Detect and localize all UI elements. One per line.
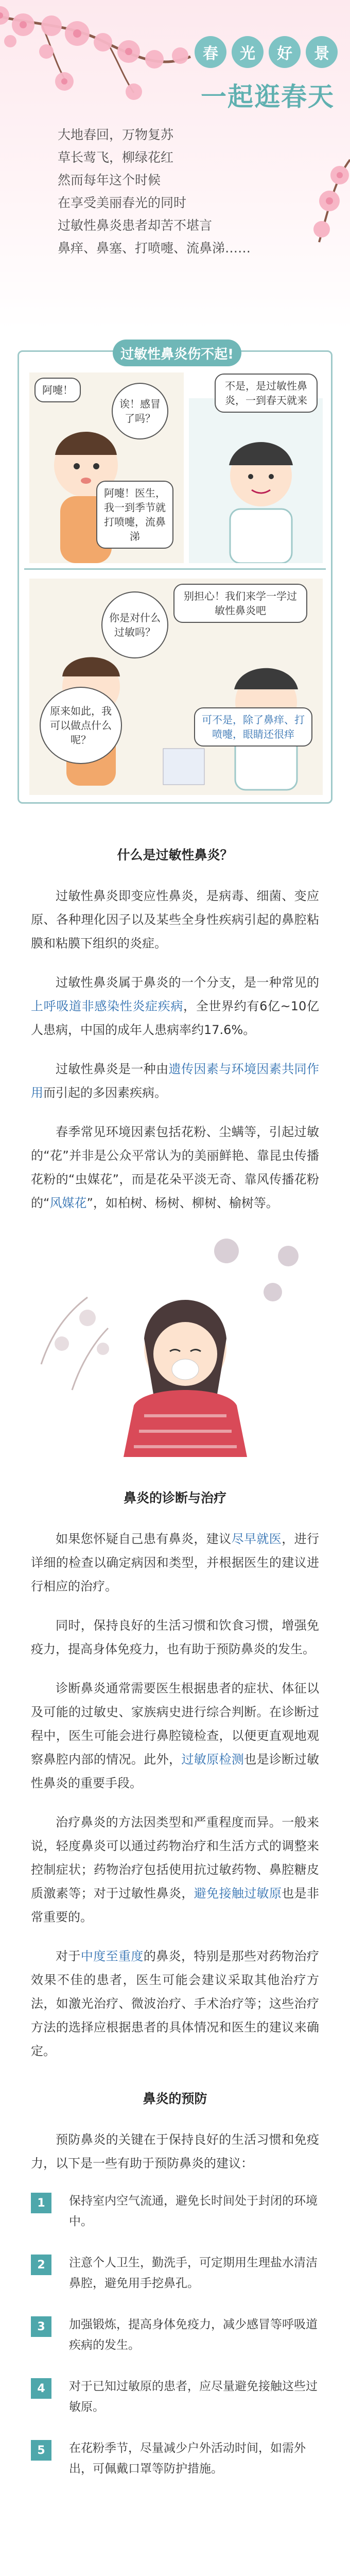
tip-item	[31, 2314, 319, 2355]
highlighted-phrase: 过敏原检测	[181, 1752, 244, 1767]
tip-text: 对于已知过敏原的患者，应尽量避免接触这些过敏原。	[69, 2380, 318, 2414]
tip-number-badge: 1	[31, 2193, 51, 2213]
highlighted-phrase: 风媒花	[49, 1196, 87, 1210]
speech-bubble: 不是，是过敏性鼻炎，一到春天就来	[215, 374, 318, 413]
tip-item	[31, 2376, 319, 2417]
spring-tag: 好	[269, 36, 301, 68]
paragraph: 治疗鼻炎的方法因类型和严重程度而异。一般来说，轻度鼻炎可以通过药物治疗和生活方式的调整来控制症状；药物治疗包括使用抗过敏药物、鼻腔糖皮质激素等；对于过敏性鼻炎，避免接触过敏原也是非常重要的。	[31, 1815, 320, 1924]
paragraph: 过敏性鼻炎即变应性鼻炎，是病毒、细菌、变应原、各种理化因子以及某些全身性疾病引起的鼻腔粘膜和粘膜下组织的炎症。	[31, 889, 319, 951]
intro-line: 然而每年这个时候	[58, 173, 161, 188]
spring-tag: 春	[195, 36, 226, 68]
paragraph: 同时，保持良好的生活习惯和饮食习惯，增强免疫力，提高身体免疫力，也有助于预防鼻炎的发生。	[31, 1618, 319, 1656]
intro-line: 大地春回，万物复苏	[58, 127, 174, 142]
intro-line: 草长莺飞，柳绿花红	[58, 150, 174, 165]
section-heading: 鼻炎的预防	[143, 2091, 207, 2106]
highlighted-phrase: 避免接触过敏原	[194, 1886, 282, 1901]
tip-item	[31, 2438, 319, 2479]
tip-item	[31, 2191, 319, 2232]
paragraph: 诊断鼻炎通常需要医生根据患者的症状、体征以及可能的过敏史、家族病史进行综合判断。在诊断过程中，医生可能会进行鼻腔镜检查，以便更直观地观察鼻腔内部的情况。此外，过敏原检测也是诊断过敏性鼻炎的重要手段。	[31, 1681, 320, 1790]
sneezing-woman-illustration	[31, 1230, 319, 1457]
tip-text: 在花粉季节，尽量减少户外活动时间，如需外出，可佩戴口罩等防护措施。	[69, 2442, 306, 2476]
speech-bubble: 诶！感冒了吗？	[112, 383, 168, 439]
intro-line: 过敏性鼻炎患者却苦不堪言	[58, 218, 213, 233]
hero-intro-text	[58, 124, 305, 260]
comic-divider	[24, 568, 326, 570]
speech-bubble: 你是对什么过敏吗？	[101, 591, 168, 658]
highlighted-phrase: 中度至重度	[80, 1949, 144, 1963]
paragraph: 过敏性鼻炎是一种由遗传因素与环境因素共同作用而引起的多因素疾病。	[31, 1062, 320, 1100]
tip-text: 注意个人卫生，勤洗手，可定期用生理盐水清洁鼻腔，避免用手挖鼻孔。	[69, 2256, 318, 2290]
tip-item	[31, 2252, 319, 2294]
hero-subtitle: 一起逛春天	[201, 82, 335, 112]
tip-number-badge: 5	[31, 2440, 51, 2461]
paragraph: 春季常见环境因素包括花粉、尘螨等，引起过敏的“花”并非是公众平常认为的美丽鲜艳、靠昆虫传播花粉的“虫媒花”，而是花朵平淡无奇、靠风传播花粉的“风媒花”，如柏树、杨树、柳树、榆树等。	[31, 1125, 319, 1210]
speech-bubble: 别担心！我们来学一学过敏性鼻炎吧	[173, 584, 307, 623]
article-body	[31, 845, 319, 2500]
section-heading: 鼻炎的诊断与治疗	[123, 1490, 226, 1505]
spring-tag-row	[195, 36, 338, 68]
paragraph: 如果您怀疑自己患有鼻炎，建议尽早就医，进行详细的检查以确定病因和类型，并根据医生的建议进行相应的治疗。	[31, 1532, 320, 1594]
speech-bubble: 阿嚏！	[34, 378, 81, 402]
comic-title: 过敏性鼻炎伤不起!	[113, 340, 241, 366]
paragraph: 预防鼻炎的关键在于保持良好的生活习惯和免疫力，以下是一些有助于预防鼻炎的建议：	[31, 2132, 319, 2171]
hero-section	[0, 0, 350, 330]
paragraph: 对于中度至重度的鼻炎，特别是那些对药物治疗效果不佳的患者，医生可能会建议采取其他治疗方法，如激光治疗、微波治疗、手术治疗等；这些治疗方法的选择应根据患者的具体情况和医生的建议来确定。	[31, 1949, 320, 2058]
comic-panel	[18, 346, 332, 804]
doctor-character-illustration	[189, 398, 323, 563]
spring-tag: 光	[232, 36, 264, 68]
highlighted-phrase: 遗传因素与环境因素共同作用	[31, 1062, 320, 1100]
section-heading: 什么是过敏性鼻炎？	[117, 848, 233, 862]
highlighted-phrase: 上呼吸道非感染性炎症疾病	[31, 999, 184, 1013]
spring-tag: 景	[306, 36, 338, 68]
tip-number-badge: 2	[31, 2255, 51, 2275]
tip-text: 加强锻炼，提高身体免疫力，减少感冒等呼吸道疾病的发生。	[69, 2318, 318, 2352]
speech-bubble: 可不是，除了鼻痒、打喷嚏，眼睛还很痒	[194, 707, 312, 747]
cherry-blossom-branch-illustration	[0, 0, 196, 129]
intro-line: 在享受美丽春光的同时	[58, 195, 187, 210]
tip-number-badge: 3	[31, 2316, 51, 2337]
tip-text: 保持室内空气流通，避免长时间处于封闭的环境中。	[69, 2194, 318, 2228]
tip-number-badge: 4	[31, 2378, 51, 2399]
highlighted-phrase: 尽早就医	[231, 1532, 282, 1546]
prevention-tips-list	[31, 2191, 319, 2479]
paragraph: 过敏性鼻炎属于鼻炎的一个分支，是一种常见的上呼吸道非感染性炎症疾病，全世界约有6亿~10亿人患病，中国的成年人患病率约17.6%。	[31, 975, 319, 1037]
speech-bubble: 阿嚏！医生，我一到季节就打喷嚏，流鼻涕	[96, 481, 173, 549]
intro-line: 鼻痒、鼻塞、打喷嚏、流鼻涕……	[58, 241, 251, 256]
speech-bubble: 原来如此，我可以做点什么呢？	[40, 687, 122, 764]
